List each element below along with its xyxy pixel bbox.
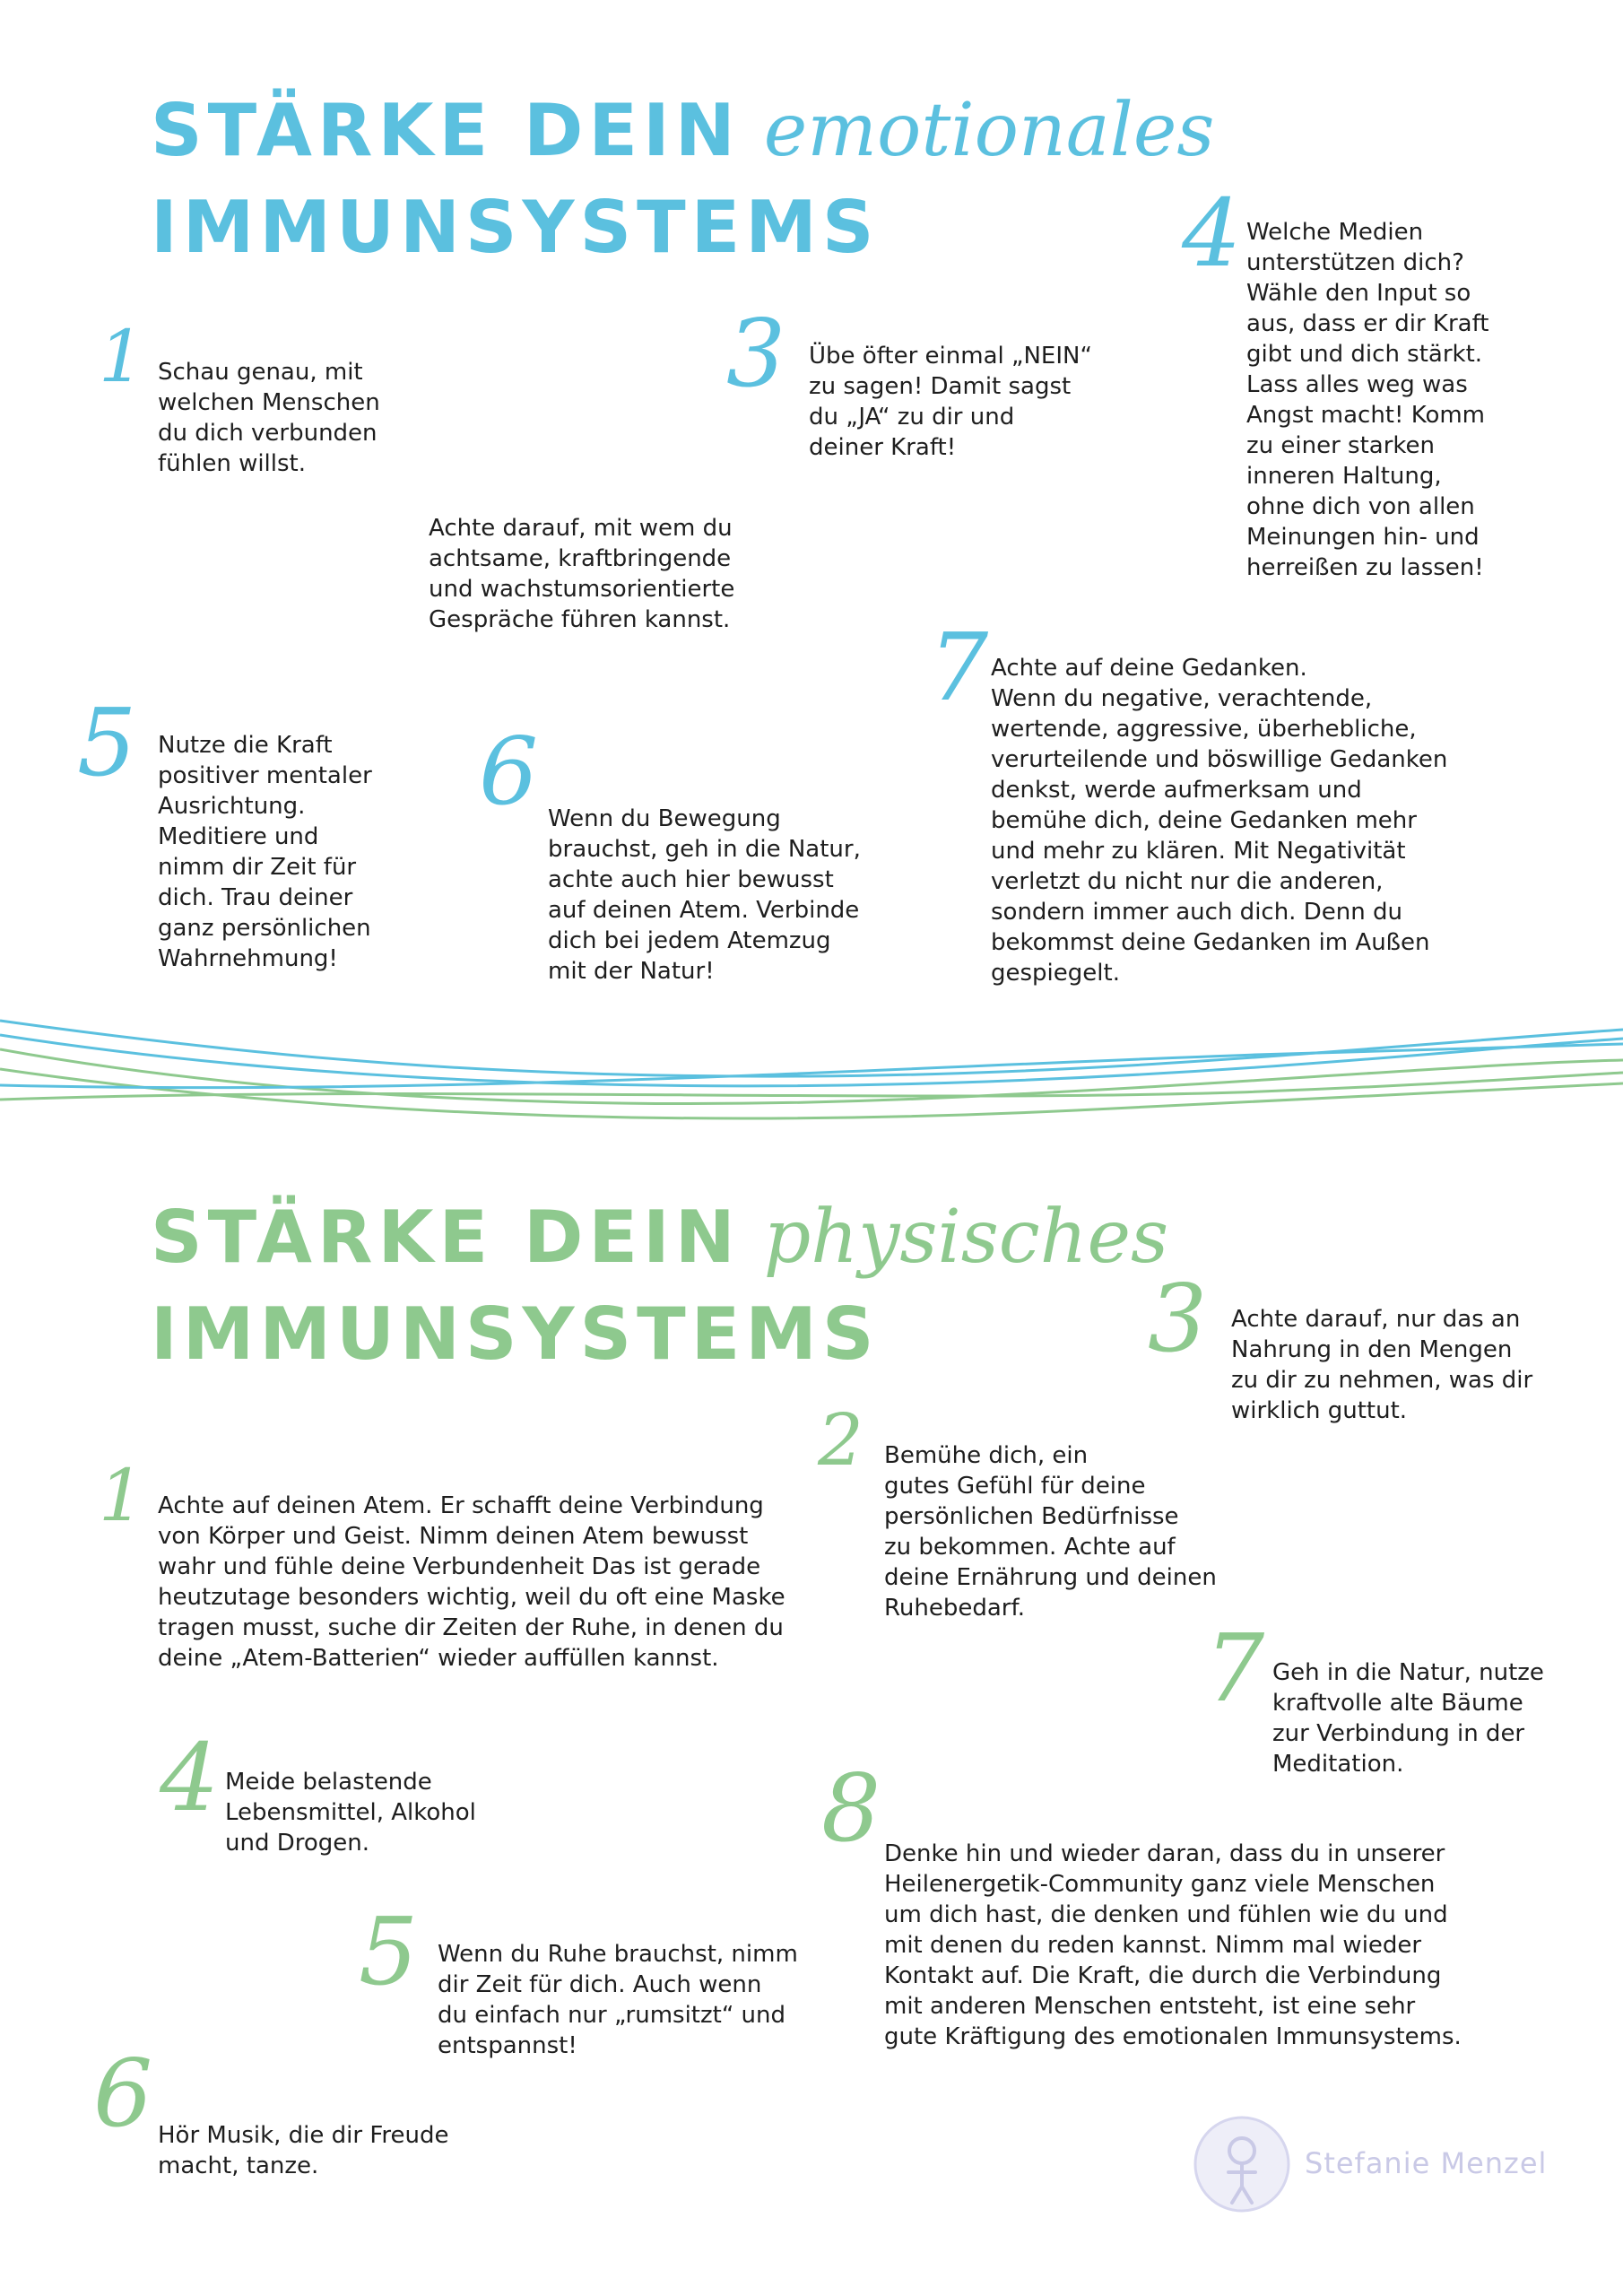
emotional-item-2-text: Achte darauf, mit wem du achtsame, kraftbringende und wachstumsorientierte Gespräche führen kannst.	[429, 515, 735, 633]
physical-item-6-text: Hör Musik, die dir Freude macht, tanze.	[158, 2122, 449, 2179]
physical-number-3: 3	[1148, 1264, 1208, 1373]
physical-number-6: 6	[93, 2039, 153, 2148]
physical-heading	[151, 1189, 1168, 1383]
emotional-item-4-text: Welche Medien unterstützen dich? Wähle den Input so aus, dass er dir Kraft gibt und dich stärkt. Lass alles weg was Angst macht! Komm zu einer starken inneren Haltung, ohne dich von allen Meinungen hin- und herreißen zu lassen!	[1246, 219, 1489, 581]
emotional-item-6-text: Wenn du Bewegung brauchst, geh in die Natur, achte auch hier bewusst auf deinen Atem. Verbinde dich bei jedem Atemzug mit der Natur!	[548, 805, 861, 985]
physical-number-5: 5	[359, 1897, 419, 2006]
physical-number-1: 1	[99, 1454, 144, 1537]
emotional-item-1-text: Schau genau, mit welchen Menschen du dich verbunden fühlen willst.	[158, 359, 380, 477]
emotional-number-1: 1	[99, 315, 144, 398]
physical-item-1-text: Achte auf deinen Atem. Er schafft deine Verbindung von Körper und Geist. Nimm deinen Atem bewusst wahr und fühle deine Verbundenheit Das ist gerade heutzutage besonders wichtig, weil du oft eine Maske tragen musst, suche dir Zeiten der Ruhe, in denen du deine „Atem-Batterien“ wieder auffüllen kannst.	[158, 1492, 785, 1672]
wave-line-blue-2	[0, 1035, 1623, 1086]
physical-heading-script: physisches	[763, 1195, 1169, 1280]
physical-number-2: 2	[818, 1398, 864, 1482]
logo-name: Stefanie Menzel	[1305, 2146, 1548, 2180]
emotional-number-3: 3	[726, 299, 786, 408]
emotional-number-7: 7	[929, 613, 989, 722]
physical-heading-line1: STÄRKE DEIN	[151, 1196, 741, 1279]
physical-number-4: 4	[160, 1723, 220, 1832]
physical-number-7: 7	[1205, 1613, 1265, 1723]
emotional-number-5: 5	[77, 688, 137, 797]
person-circle-icon	[1193, 2115, 1291, 2213]
physical-number-8: 8	[821, 1753, 881, 1863]
physical-item-4-text: Meide belastende Lebensmittel, Alkohol und Drogen.	[225, 1769, 476, 1857]
physical-item-5-text: Wenn du Ruhe brauchst, nimm dir Zeit für dich. Auch wenn du einfach nur „rumsitzt“ und entspannst!	[438, 1941, 798, 2059]
physical-item-3-text: Achte darauf, nur das an Nahrung in den Mengen zu dir zu nehmen, was dir wirklich guttut.	[1231, 1306, 1533, 1424]
wave-divider	[0, 996, 1623, 1130]
physical-item-8-text: Denke hin und wieder daran, dass du in unserer Heilenergetik-Community ganz viele Menschen um dich hast, die denken und fühlen wie du und mit denen du reden kannst. Nimm mal wieder Kontakt auf. Die Kraft, die durch die Verbindung mit anderen Menschen entsteht, ist eine sehr gute Kräftigung des emotionalen Immunsystems.	[884, 1840, 1462, 2050]
emotional-item-7-text: Achte auf deine Gedanken. Wenn du negative, verachtende, wertende, aggressive, überhebliche, verurteilende und böswillige Gedanken denkst, werde aufmerksam und bemühe dich, deine Gedanken mehr und mehr zu klären. Mit Negativität verletzt du nicht nur die anderen, sondern immer auch dich. Denn du bekommst deine Gedanken im Außen gespiegelt.	[991, 655, 1448, 987]
physical-heading-line2: IMMUNSYSTEMS	[151, 1292, 880, 1376]
emotional-number-6: 6	[479, 717, 539, 826]
emotional-number-4: 4	[1182, 178, 1242, 288]
emotional-heading-line1: STÄRKE DEIN	[151, 89, 741, 172]
physical-item-7-text: Geh in die Natur, nutze kraftvolle alte Bäume zur Verbindung in der Meditation.	[1272, 1659, 1544, 1778]
emotional-item-3-text: Übe öfter einmal „NEIN“ zu sagen! Damit sagst du „JA“ zu dir und deiner Kraft!	[809, 343, 1092, 461]
physical-item-2-text: Bemühe dich, ein gutes Gefühl für deine persönlichen Bedürfnisse zu bekommen. Achte auf deine Ernährung und deinen Ruhebedarf.	[884, 1442, 1217, 1622]
emotional-heading-script: emotionales	[763, 88, 1215, 173]
emotional-heading-line2: IMMUNSYSTEMS	[151, 186, 880, 269]
wave-line-blue-1	[0, 1021, 1623, 1076]
emotional-heading	[151, 83, 1215, 276]
emotional-item-5-text: Nutze die Kraft positiver mentaler Ausrichtung. Meditiere und nimm dir Zeit für dich. Trau deiner ganz persönlichen Wahrnehmung!	[158, 732, 372, 972]
